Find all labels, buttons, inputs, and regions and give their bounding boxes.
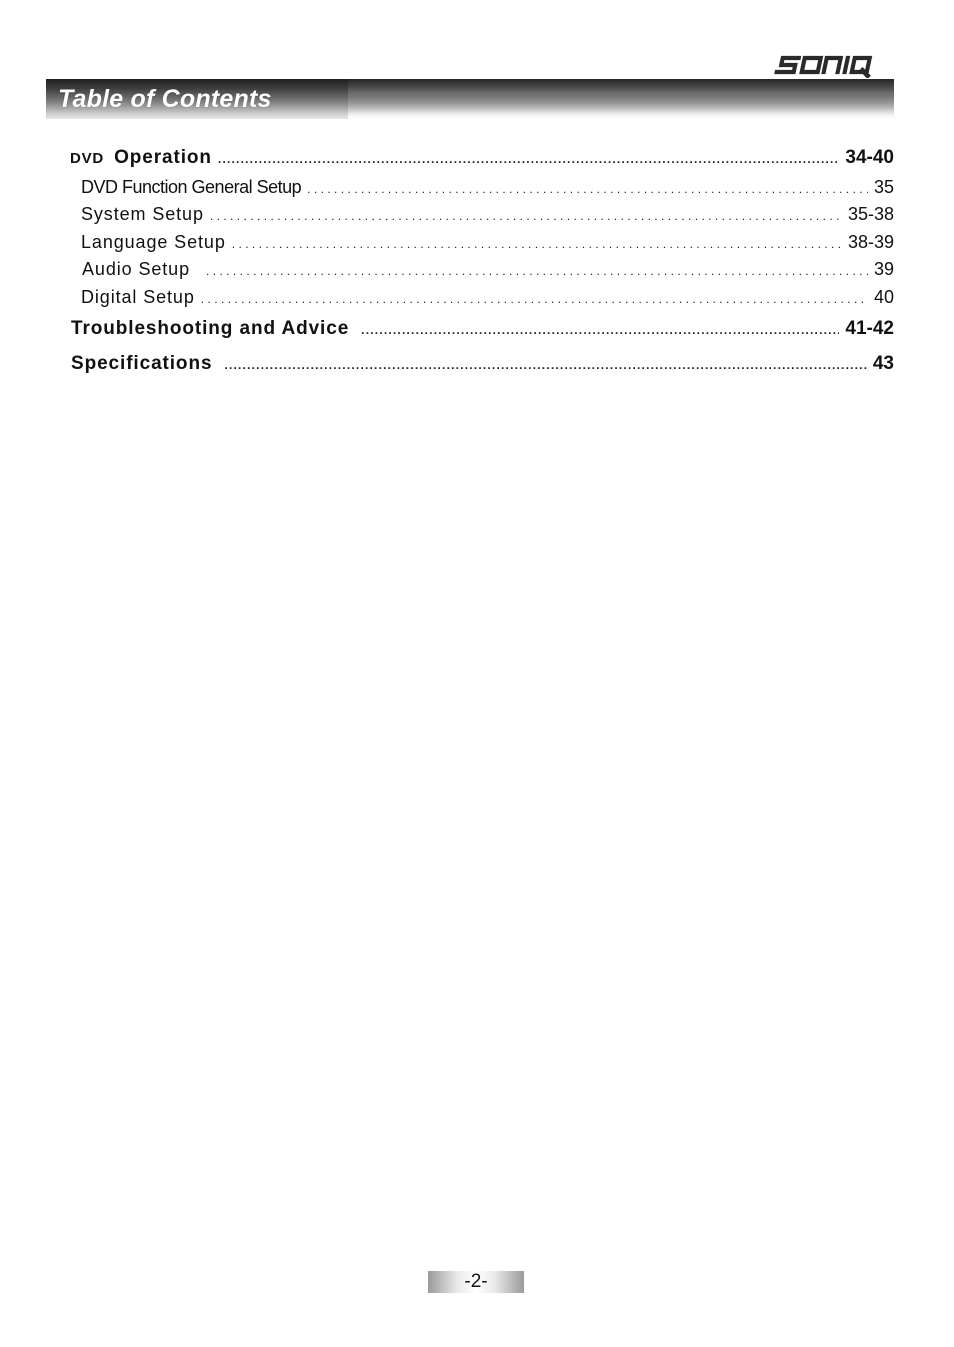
page-number: -2- bbox=[428, 1271, 524, 1293]
toc-entry-page: 34-40 bbox=[845, 147, 894, 168]
toc-entry-label bbox=[70, 147, 212, 169]
dot-leader bbox=[307, 182, 868, 196]
dot-leader bbox=[361, 323, 839, 337]
dot-leader bbox=[210, 209, 842, 223]
soniq-logo-icon bbox=[772, 52, 876, 78]
toc-entry-page: 40 bbox=[873, 287, 894, 307]
toc-entry-system-setup[interactable] bbox=[81, 204, 894, 225]
toc-entry-page: 35 bbox=[873, 177, 894, 197]
dot-leader bbox=[201, 292, 868, 306]
toc-entry-language-setup[interactable] bbox=[81, 232, 894, 253]
dot-leader bbox=[218, 152, 839, 166]
toc-entry-troubleshooting[interactable] bbox=[71, 318, 894, 340]
toc-entry-specifications[interactable] bbox=[71, 353, 894, 375]
header-bar-fade bbox=[348, 79, 894, 119]
toc-entry-label: System Setup bbox=[81, 204, 204, 224]
dot-leader bbox=[206, 264, 868, 278]
toc-entry-label: Specifications bbox=[71, 353, 213, 374]
operation-label: Operation bbox=[114, 147, 212, 168]
dot-leader bbox=[224, 358, 866, 372]
header-tab bbox=[46, 79, 348, 119]
toc-entry-page: 43 bbox=[872, 353, 894, 374]
toc-entry-dvd-function-general-setup[interactable] bbox=[81, 177, 894, 198]
toc-entry-page: 41-42 bbox=[845, 318, 894, 339]
dot-leader bbox=[232, 237, 842, 251]
brand-logo bbox=[772, 52, 876, 78]
toc-entry-label: Digital Setup bbox=[81, 287, 195, 307]
toc-entry-audio-setup[interactable] bbox=[82, 259, 894, 280]
toc-entry-label: DVD Function General Setup bbox=[81, 177, 302, 197]
toc-entry-dvd-operation[interactable] bbox=[70, 147, 894, 169]
toc-entry-label: Language Setup bbox=[81, 232, 226, 252]
toc-entry-label: Audio Setup bbox=[82, 259, 190, 279]
toc-entry-page: 38-39 bbox=[847, 232, 894, 252]
section-header-bar bbox=[46, 79, 894, 119]
toc-entry-label: Troubleshooting and Advice bbox=[71, 318, 350, 339]
page-title: Table of Contents bbox=[58, 85, 272, 113]
dvd-prefix: DVD bbox=[70, 150, 105, 167]
toc-entry-digital-setup[interactable] bbox=[81, 287, 894, 308]
toc-entry-page: 39 bbox=[873, 259, 894, 279]
toc-entry-page: 35-38 bbox=[847, 204, 894, 224]
